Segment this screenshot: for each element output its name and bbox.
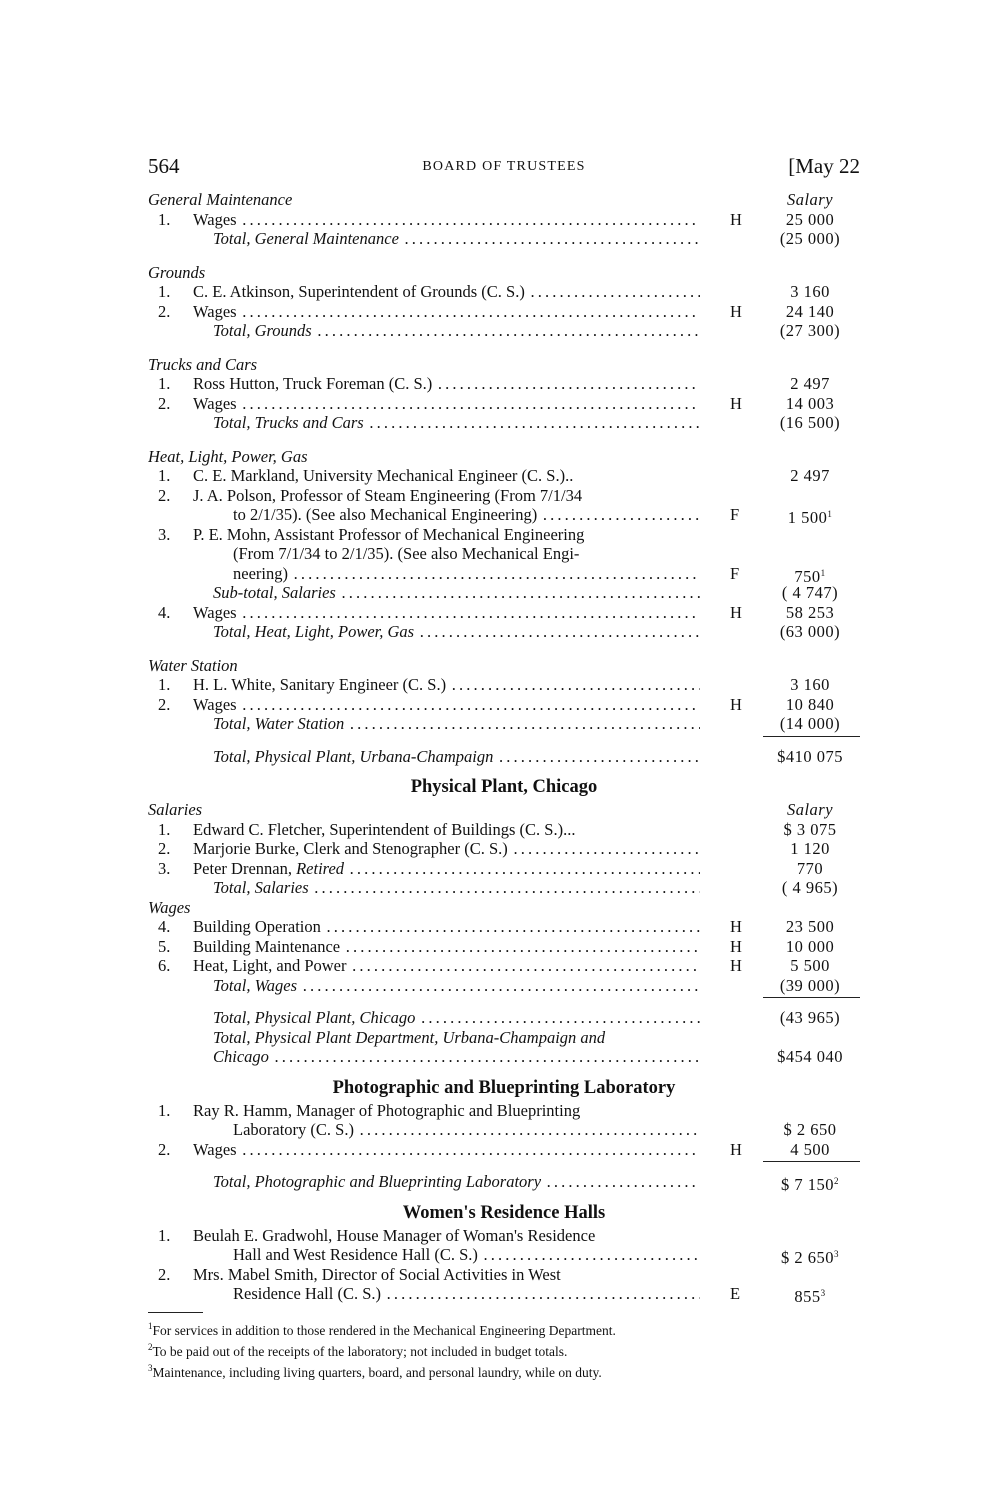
amount: (63 000) [779,622,841,641]
label-text: Total, Wages [213,975,298,995]
label-text: Ross Hutton, Truck Foreman (C. S.) [193,374,433,393]
rule-line [763,1161,860,1162]
amount: 2 497 [790,374,830,393]
footnote-mark: 3 [148,1362,153,1373]
budget-row [148,321,860,341]
budget-row [148,1172,860,1192]
item-number: 2. [158,301,171,321]
budget-row [148,937,860,957]
item-label-continued [233,505,700,525]
total-label [213,413,700,433]
item-label [193,820,700,840]
item-label [193,394,700,414]
budget-row [148,839,860,859]
budget-row [148,486,860,506]
label-text: Hall and West Residence Hall (C. S.) [233,1245,478,1264]
label-text: P. E. Mohn, Assistant Professor of Mechanical Engineering [193,524,585,544]
label-text: Marjorie Burke, Clerk and Stenographer (C. S.) [193,839,508,858]
label-text: C. E. Atkinson, Superintendent of Grounds (C. S.) [193,282,525,301]
footnote-ref: 1 [820,567,826,578]
item-number: 2. [158,694,171,714]
total-label [213,1008,700,1028]
item-label [193,956,700,976]
budget-row [148,1265,860,1285]
budget-row [148,210,860,230]
header-date: [May 22 [788,154,860,178]
budget-row [148,800,860,820]
budget-row [148,747,860,767]
label-text: Wages [193,1139,237,1159]
label-text: Salaries [148,800,203,819]
item-label [193,210,700,230]
label-text: neering) [233,563,288,583]
budget-row [148,695,860,715]
budget-row [148,413,860,433]
label-text: Wages [193,209,237,229]
item-number: 1. [158,209,171,229]
label-text: Beulah E. Gradwohl, House Manager of Woman's Residence [193,1225,596,1245]
budget-row [148,1226,860,1246]
item-label [193,603,700,623]
footnote [148,1360,860,1381]
page-number: 564 [148,154,180,178]
item-label [193,282,700,302]
amount: (25 000) [779,229,841,248]
total-label [213,583,700,603]
fund-code: H [730,694,742,714]
label-text: Total, Salaries [213,878,309,897]
amount-rule [148,995,860,999]
amount: 4 500 [790,1139,830,1159]
item-number: 5. [158,936,171,956]
item-label [193,525,700,545]
section-heading [148,190,700,210]
label-text: Wages [193,694,237,714]
label-text: Total, General Maintenance [213,229,399,248]
item-label [193,839,700,859]
amount: $ 3 075 [783,819,837,839]
amount: (27 300) [779,321,841,340]
item-number: 3. [158,858,171,878]
amount: $750^1$ [794,566,826,586]
total-label [213,1047,700,1067]
budget-row [148,898,860,918]
amount: 770 [796,858,824,878]
budget-row [148,976,860,996]
budget-row [148,394,860,414]
item-label [193,917,700,937]
item-number: 1. [158,1100,171,1120]
budget-row [148,466,860,486]
fund-code: H [730,602,742,622]
budget-row [148,622,860,642]
fund-code: H [730,209,742,229]
item-label-continued [233,1120,700,1140]
item-label [193,486,700,506]
budget-row [148,1120,860,1140]
amount: 1 $500^1$ [787,508,833,527]
footnote-ref: 3 [834,1249,839,1259]
item-label [193,695,700,715]
total-label [213,229,700,249]
total-label [213,321,700,341]
label-text: Mrs. Mabel Smith, Director of Social Activities in West [193,1264,561,1284]
footnote-text: Maintenance, including living quarters, board, and personal laundry, while on duty. [152,1364,602,1380]
fund-code: H [730,917,742,936]
amount: $410 075 [777,746,843,766]
budget-row [148,1140,860,1160]
budget-row [148,263,860,283]
label-text: Building Operation [193,917,321,936]
document-page [148,150,860,1381]
budget-row [148,525,860,545]
section-title: Physical Plant, Chicago [410,777,598,797]
section-heading [148,263,700,283]
total-label [213,747,700,767]
salary-column-header: Salary [786,190,834,209]
item-label [193,1101,700,1121]
item-number: 1. [158,819,171,839]
total-label [213,976,700,996]
amount: 3 160 [790,675,830,694]
label-text: Ray R. Hamm, Manager of Photographic and Blueprinting [193,1100,581,1120]
amount-rule [148,734,860,738]
label-text: Total, Photographic and Blueprinting Laboratory [213,1172,542,1191]
footnote [148,1318,860,1339]
amount: 23 500 [785,917,835,936]
item-label-continued [233,544,700,564]
footnote-mark: 1 [148,1320,153,1331]
label-text: Total, Physical Plant, Urbana-Champaign [213,746,494,766]
budget-row [148,917,860,937]
label-text: Heat, Light, Power, Gas [148,446,308,466]
label-text: Residence Hall (C. S.) [233,1284,382,1303]
label-text: Sub-total, Salaries [213,583,336,602]
item-label [193,1226,700,1246]
fund-code: H [730,393,742,413]
section-heading [148,447,700,467]
total-label [213,714,700,734]
label-text: General Maintenance [148,190,293,209]
fund-code: F [730,505,740,524]
amount: 3 160 [790,282,830,301]
label-text: Grounds [148,262,206,282]
budget-row [148,1284,860,1304]
budget-row [148,1047,860,1067]
label-text: Total, Trucks and Cars [213,413,364,432]
label-text: Building Maintenance [193,936,341,956]
amount: 2 497 [790,466,830,485]
amount: $ 2 650 [783,1120,837,1139]
label-text: Trucks and Cars [148,354,258,374]
amount: $454 040 [777,1047,843,1066]
amount: $ 2 $650^3$ [781,1248,839,1267]
label-text: Edward C. Fletcher, Superintendent of Buildings (C. S.)... [193,819,576,839]
item-label [193,859,700,879]
amount: (43 965) [779,1008,841,1027]
budget-row [148,374,860,394]
page-header [148,150,860,190]
footnote-rule [148,1312,203,1313]
label-text: Wages [193,602,237,622]
amount: (14 000) [779,714,841,733]
label-text: Total, Water Station [213,714,345,733]
label-italic: Retired [296,858,345,878]
fund-code: H [730,1139,742,1159]
footnote-ref: 3 [820,1288,826,1298]
label-text: Wages [193,301,237,321]
label-text: Wages [193,393,237,413]
amount: (39 000) [779,975,841,995]
amount: 10 000 [785,936,835,956]
amount-rule [148,1159,860,1163]
amount: 58 253 [785,602,835,622]
amount: $855^3$ [794,1287,826,1306]
section-title: Women's Residence Halls [402,1202,606,1223]
label-text: to 2/1/35). (See also Mechanical Engineering) [233,505,538,524]
footnote-ref: 1 [827,509,833,519]
footnote-ref: 2 [834,1176,839,1186]
item-number: 2. [158,393,171,413]
item-label [193,675,700,695]
budget-row [148,675,860,695]
budget-row [148,282,860,302]
label-text: Total, Grounds [213,321,312,340]
total-label [213,622,700,642]
budget-row [148,714,860,734]
budget-row [148,564,860,584]
label-text: Total, Physical Plant, Chicago [213,1008,416,1027]
item-label [193,302,700,322]
amount: 1 120 [790,839,830,858]
section-heading [148,800,700,820]
label-text: Laboratory (C. S.) [233,1120,354,1139]
item-label [193,937,700,957]
budget-row [148,1245,860,1265]
rule-line [763,736,860,737]
budget-row [148,878,860,898]
amount: ( 4 965) [781,878,839,897]
item-label [193,466,700,486]
budget-row [148,656,860,676]
budget-row [148,544,860,564]
fund-code: E [730,1284,741,1303]
amount: 10 840 [785,694,835,714]
item-number: 1. [158,466,171,485]
budget-row [148,447,860,467]
budget-row [148,859,860,879]
item-number: 1. [158,1225,171,1245]
footnote-text: For services in addition to those rendered in the Mechanical Engineering Department. [152,1322,616,1338]
running-title: BOARD OF TRUSTEES [422,159,586,174]
budget-row [148,505,860,525]
amount: $ 7 $150^2$ [781,1175,839,1194]
budget-row [148,583,860,603]
label-text: Heat, Light, and Power [193,956,347,975]
item-number: 1. [158,374,171,393]
item-number: 4. [158,602,171,622]
footnote-mark: 2 [148,1341,153,1352]
section-heading [148,355,700,375]
total-label [213,1028,700,1048]
item-number: 2. [158,485,171,505]
footnote-text: To be paid out of the receipts of the laboratory; not included in budget totals. [152,1343,568,1359]
amount: ( 4 747) [781,583,839,602]
item-label-continued [233,1284,700,1304]
budget-row [148,1008,860,1028]
section-heading [148,898,700,918]
budget-row [148,302,860,322]
label-text: C. E. Markland, University Mechanical Engineer (C. S.).. [193,466,574,485]
item-number: 3. [158,524,171,544]
amount: 25 000 [785,209,835,229]
budget-row [148,956,860,976]
footnotes [148,1318,860,1381]
fund-code: H [730,301,742,321]
total-label [213,878,700,898]
rule-line [763,997,860,998]
item-number: 2. [158,1139,171,1159]
budget-table [148,190,860,1304]
budget-row [148,355,860,375]
footnote [148,1339,860,1360]
label-text: Water Station [148,655,238,675]
budget-row [148,820,860,840]
item-label-continued [233,564,700,584]
item-number: 4. [158,917,171,936]
salary-column-header: Salary [786,800,834,819]
label-text: J. A. Polson, Professor of Steam Engineering (From 7/1/34 [193,485,583,505]
budget-row [148,190,860,210]
item-label [193,1265,700,1285]
item-number: 2. [158,1264,171,1284]
item-number: 2. [158,839,171,858]
budget-row [148,229,860,249]
budget-row [148,603,860,623]
amount: 5 500 [790,956,830,975]
item-label [193,374,700,394]
label-text: (From 7/1/34 to 2/1/35). (See also Mechanical Engi- [233,544,580,563]
budget-row [148,1101,860,1121]
fund-code: H [730,956,742,975]
fund-code: F [730,563,740,583]
label-text: Chicago [213,1047,269,1066]
section-heading [148,656,700,676]
amount: 14 003 [785,393,835,413]
label-text: Wages [148,897,191,917]
section-title: Photographic and Blueprinting Laboratory [332,1077,676,1098]
item-number: 1. [158,282,171,301]
fund-code: H [730,936,742,956]
label-text: Peter Drennan, Retired [193,858,345,878]
total-label [213,1172,700,1192]
item-number: 1. [158,675,171,694]
item-label-continued [233,1245,700,1265]
budget-row [148,1028,860,1048]
label-text: H. L. White, Sanitary Engineer (C. S.) [193,675,447,694]
item-label [193,1140,700,1160]
amount: 24 140 [785,301,835,321]
label-text: Total, Physical Plant Department, Urbana-Champaign and [213,1027,606,1047]
amount: (16 500) [779,413,841,432]
item-number: 6. [158,956,171,975]
label-text: Total, Heat, Light, Power, Gas [213,622,415,641]
